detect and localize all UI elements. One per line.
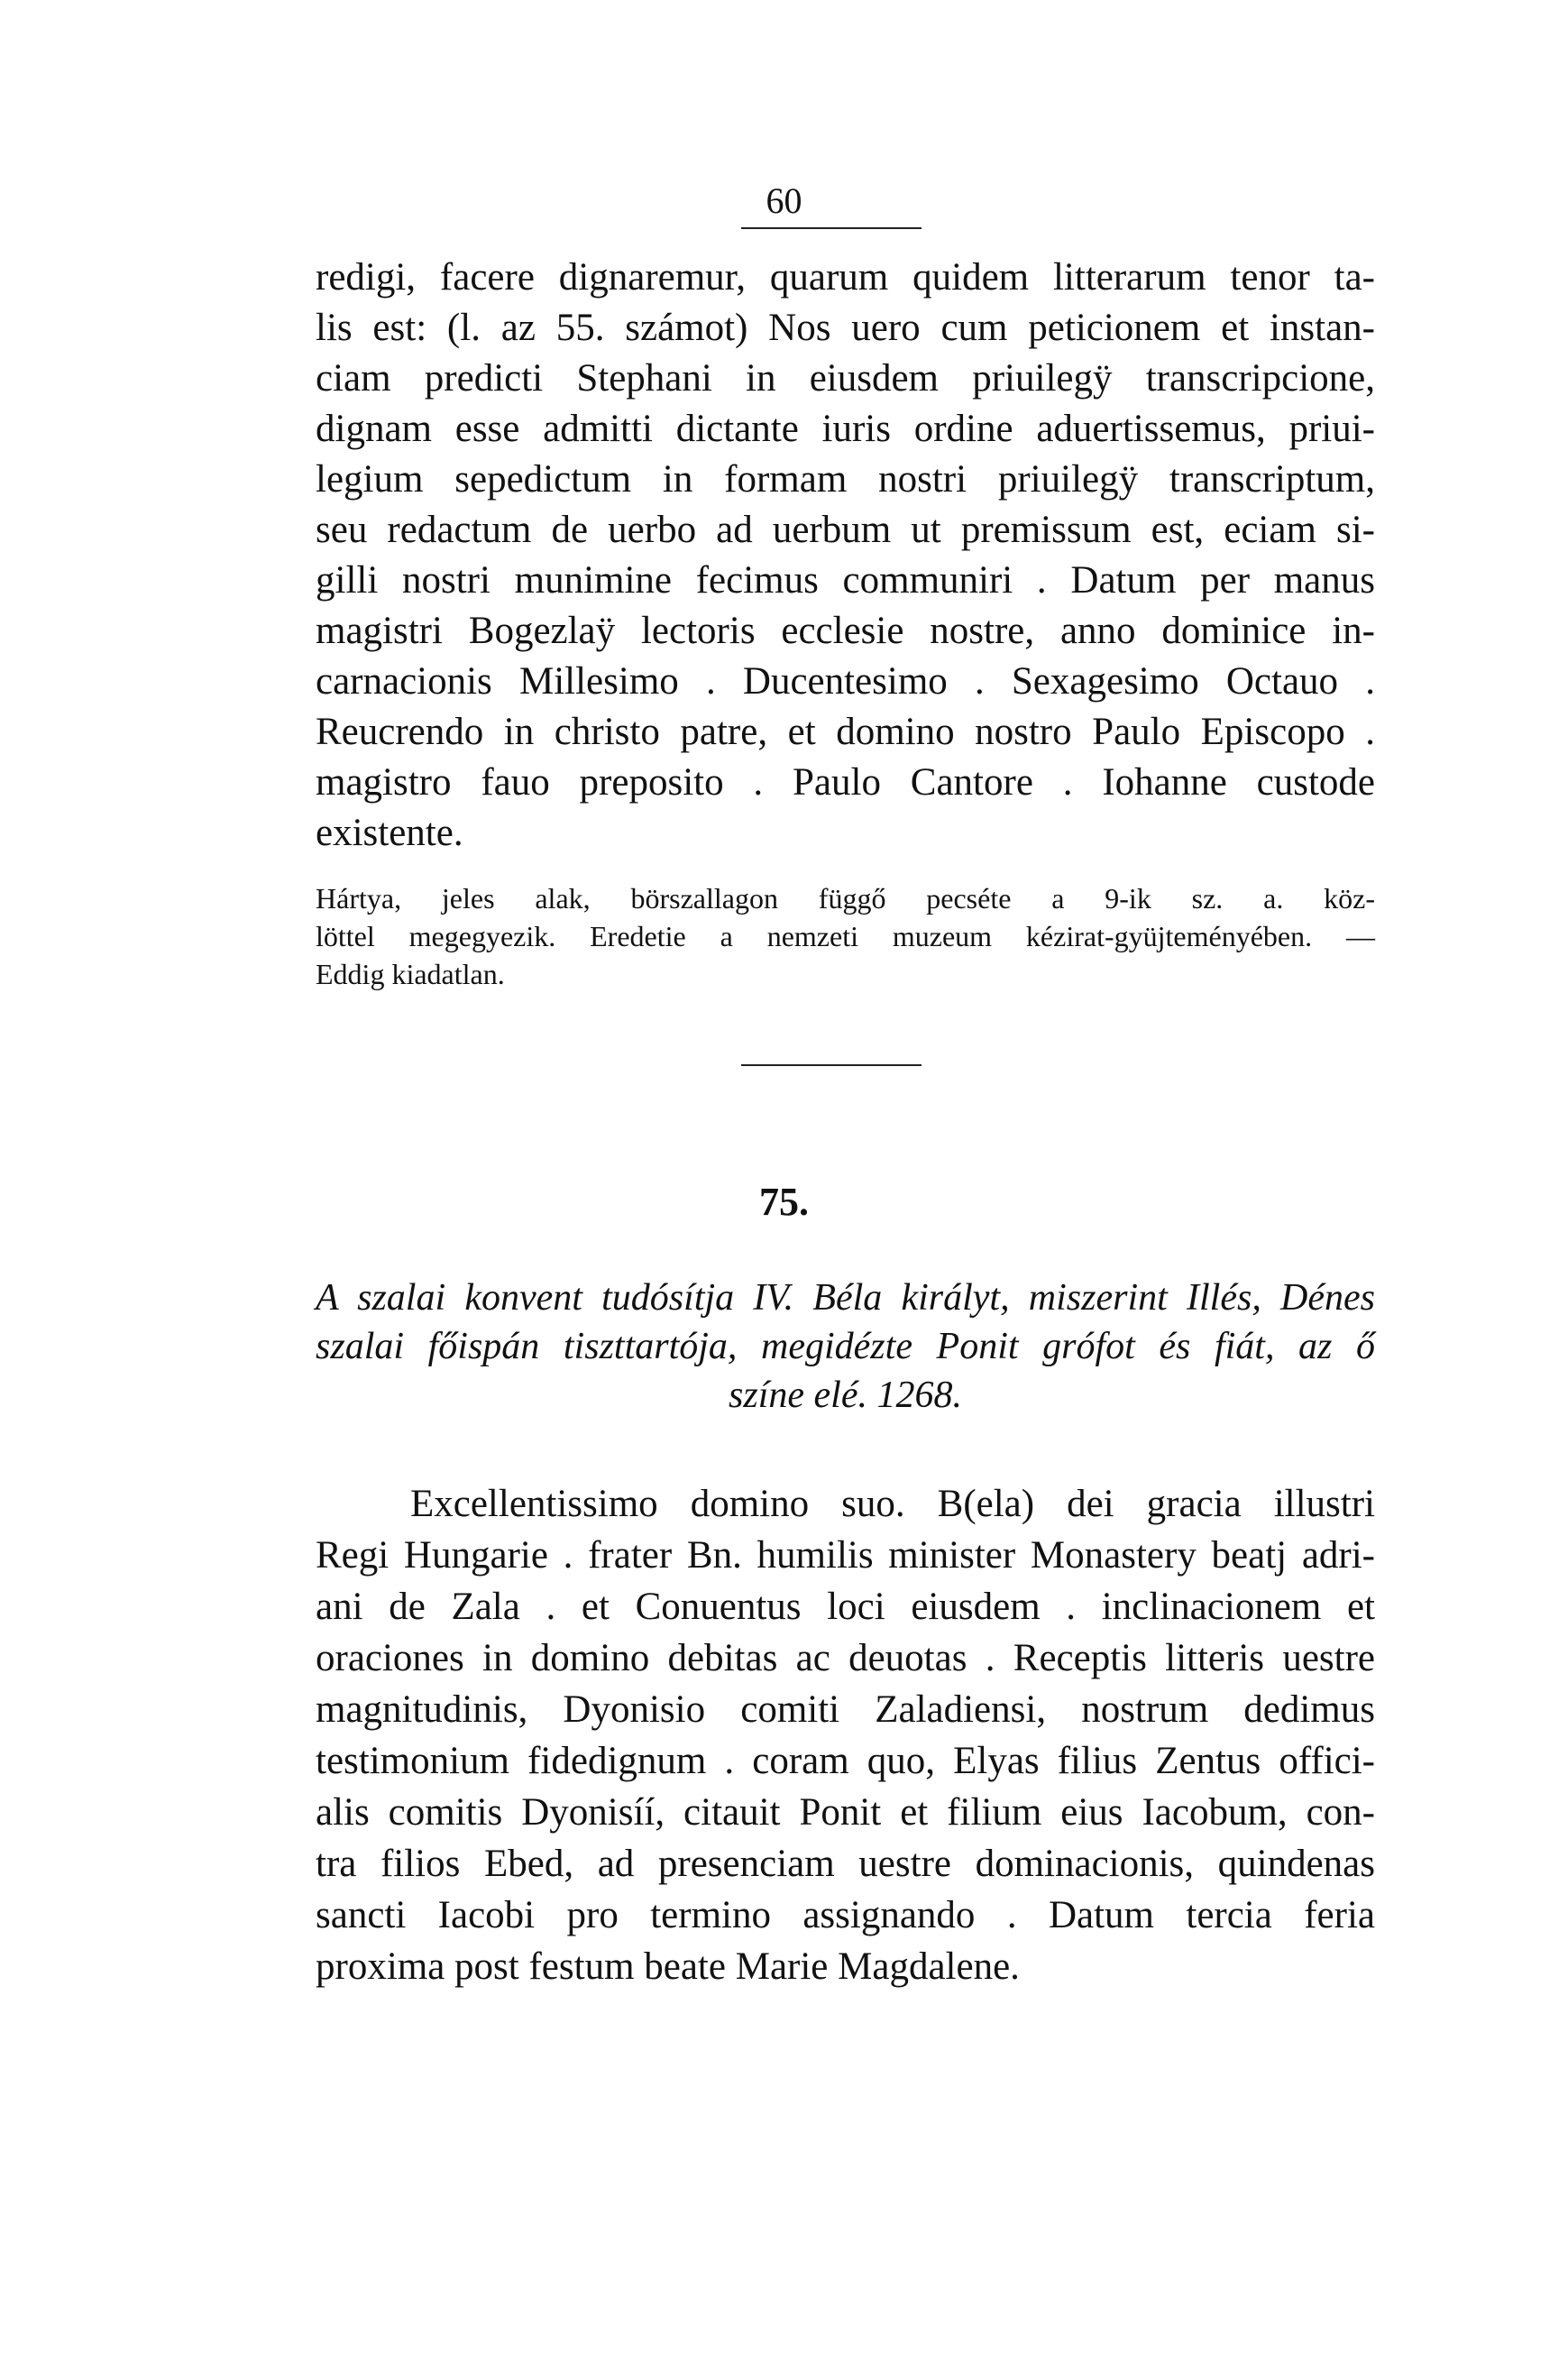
- note-line: Eddig kiadatlan.: [316, 958, 505, 990]
- text-line: tra filios Ebed, ad presenciam uestre dominacionis, quindenas: [316, 1843, 1375, 1885]
- text-line: oraciones in domino debitas ac deuotas . Receptis litteris uestre: [316, 1637, 1375, 1679]
- heading-line: színe elé. 1268.: [729, 1375, 962, 1416]
- heading-line: A szalai konvent tudósítja IV. Béla királyt, miszerint Illés, Dénes: [316, 1277, 1375, 1319]
- document-number: 75.: [759, 1180, 809, 1224]
- text-line: seu redactum de uerbo ad uerbum ut premissum est, eciam si-: [316, 509, 1375, 551]
- text-line: Excellentissimo domino suo. B(ela) dei gracia illustri: [410, 1483, 1375, 1525]
- heading-line: szalai főispán tiszttartója, megidézte Ponit grófot és fiát, az ő: [316, 1326, 1375, 1367]
- text-line: Reucrendo in christo patre, et domino nostro Paulo Episcopo .: [316, 711, 1375, 753]
- text-line: alis comitis Dyonisíí, citauit Ponit et filium eius Iacobum, con-: [316, 1791, 1375, 1834]
- text-line: dignam esse admitti dictante iuris ordine aduertissemus, priui-: [316, 408, 1375, 450]
- text-line: gilli nostri munimine fecimus communiri . Datum per manus: [316, 559, 1375, 602]
- text-line: lis est: (l. az 55. számot) Nos uero cum peticionem et instan-: [316, 307, 1375, 349]
- text-line: magistri Bogezlaÿ lectoris ecclesie nostre, anno dominice in-: [316, 610, 1375, 652]
- note-line: löttel megegyezik. Eredetie a nemzeti muzeum kézirat-gyüjteményében. —: [316, 920, 1375, 952]
- text-line: testimonium fidedignum . coram quo, Elyas filius Zentus offici-: [316, 1740, 1375, 1782]
- note-line: Hártya, jeles alak, börszallagon függő pecséte a 9-ik sz. a. köz-: [316, 882, 1375, 915]
- section-rule: [741, 1064, 922, 1066]
- text-line: redigi, facere dignaremur, quarum quidem litterarum tenor ta-: [316, 256, 1375, 299]
- text-line: proxima post festum beate Marie Magdalene.: [316, 1945, 1020, 1988]
- text-line: carnacionis Millesimo . Ducentesimo . Sexagesimo Octauo .: [316, 660, 1375, 703]
- page-number: 60: [766, 180, 802, 221]
- header-rule: [741, 227, 922, 229]
- text-line: legium sepedictum in formam nostri priuilegÿ transcriptum,: [316, 458, 1375, 501]
- text-line: ani de Zala . et Conuentus loci eiusdem . inclinacionem et: [316, 1586, 1375, 1628]
- text-line: ciam predicti Stephani in eiusdem priuilegÿ transcripcione,: [316, 357, 1375, 400]
- text-line: existente.: [316, 812, 463, 854]
- text-line: magnitudinis, Dyonisio comiti Zaladiensi, nostrum dedimus: [316, 1688, 1375, 1731]
- text-line: magistro fauo preposito . Paulo Cantore . Iohanne custode: [316, 761, 1375, 804]
- text-line: sancti Iacobi pro termino assignando . Datum tercia feria: [316, 1894, 1375, 1936]
- text-line: Regi Hungarie . frater Bn. humilis minister Monastery beatj adri-: [316, 1534, 1375, 1577]
